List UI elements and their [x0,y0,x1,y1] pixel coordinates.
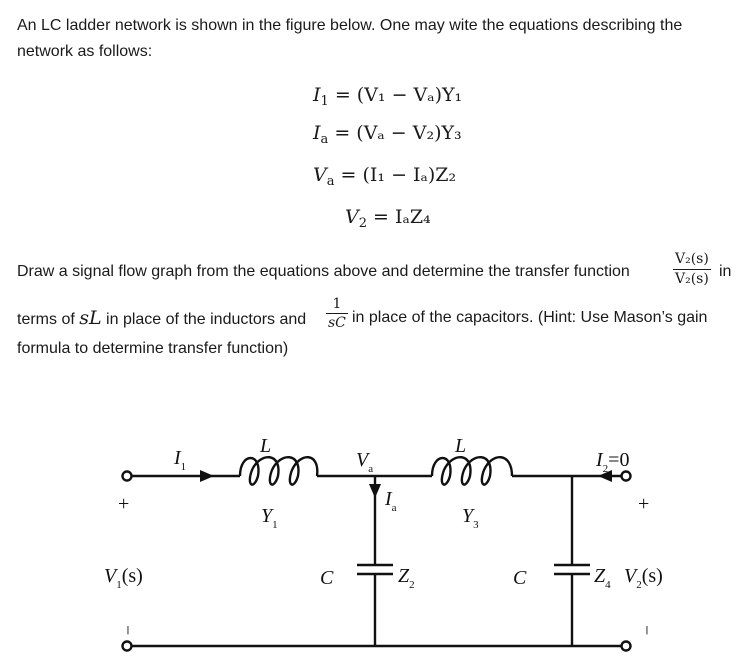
label-I2: $I_2=0$ [596,449,630,475]
question-line-1: Draw a signal flow graph from the equations above and determine the transfer function [17,263,630,280]
equation-2: $I_a = (V_a - V_2)Y_3$ [313,122,462,147]
question-line-1-end: in [719,263,732,280]
label-I1: $I_1$ [174,447,187,473]
label-Y1: $Y_1$ [261,505,278,531]
terminal-top-right [622,472,631,481]
label-C-right: C [513,567,527,589]
label-minus-right: − [637,625,657,636]
equation-3: $V_a = (I_1 - I_a)Z_2$ [313,164,457,189]
intro-line-1: An LC ladder network is shown in the figure below. One may wite the equations describing the [17,17,683,34]
label-Z4: $Z_4$ [594,565,611,591]
label-C-left: C [320,567,334,589]
label-V1s: $V_1(s)$ [104,565,143,591]
label-plus-left: + [118,493,130,515]
terminal-bottom-right [622,642,631,651]
equation-1: $I_1 = (V_1 - V_a)Y_1$ [313,84,463,109]
label-L-left: L [260,435,272,457]
question-line-2: terms of sL in place of the inductors and [17,307,307,329]
arrow-i1-icon [200,470,214,482]
label-L-right: L [455,435,467,457]
label-plus-right: + [638,493,650,515]
question-line-2-end: in place of the capacitors. (Hint: Use Mason’s gain [352,309,708,326]
tf-numerator: V₂(s) [673,250,711,270]
cap-numerator: 1 [326,295,348,314]
label-Z2: $Z_2$ [398,565,415,591]
intro-line-2: network as follows: [17,43,153,60]
inductor-right [432,457,512,484]
capacitor-left [357,565,393,574]
arrow-ia-icon [369,484,381,498]
label-Va: $V_a$ [356,449,374,475]
label-Ia: $I_a$ [385,488,397,514]
label-V2s: $V_2(s)$ [624,565,663,591]
terminal-top-left [123,472,132,481]
cap-denominator: sC [328,315,346,331]
label-minus-left: − [118,625,138,636]
question-line-3: formula to determine transfer function) [17,340,289,357]
terminal-bottom-left [123,642,132,651]
equation-4: $V_2 = I_aZ_4$ [345,206,431,231]
inductor-left [240,457,317,484]
label-Y3: $Y_3$ [462,505,479,531]
tf-denominator: V₂(s) [675,271,709,287]
capacitor-right [554,565,590,574]
